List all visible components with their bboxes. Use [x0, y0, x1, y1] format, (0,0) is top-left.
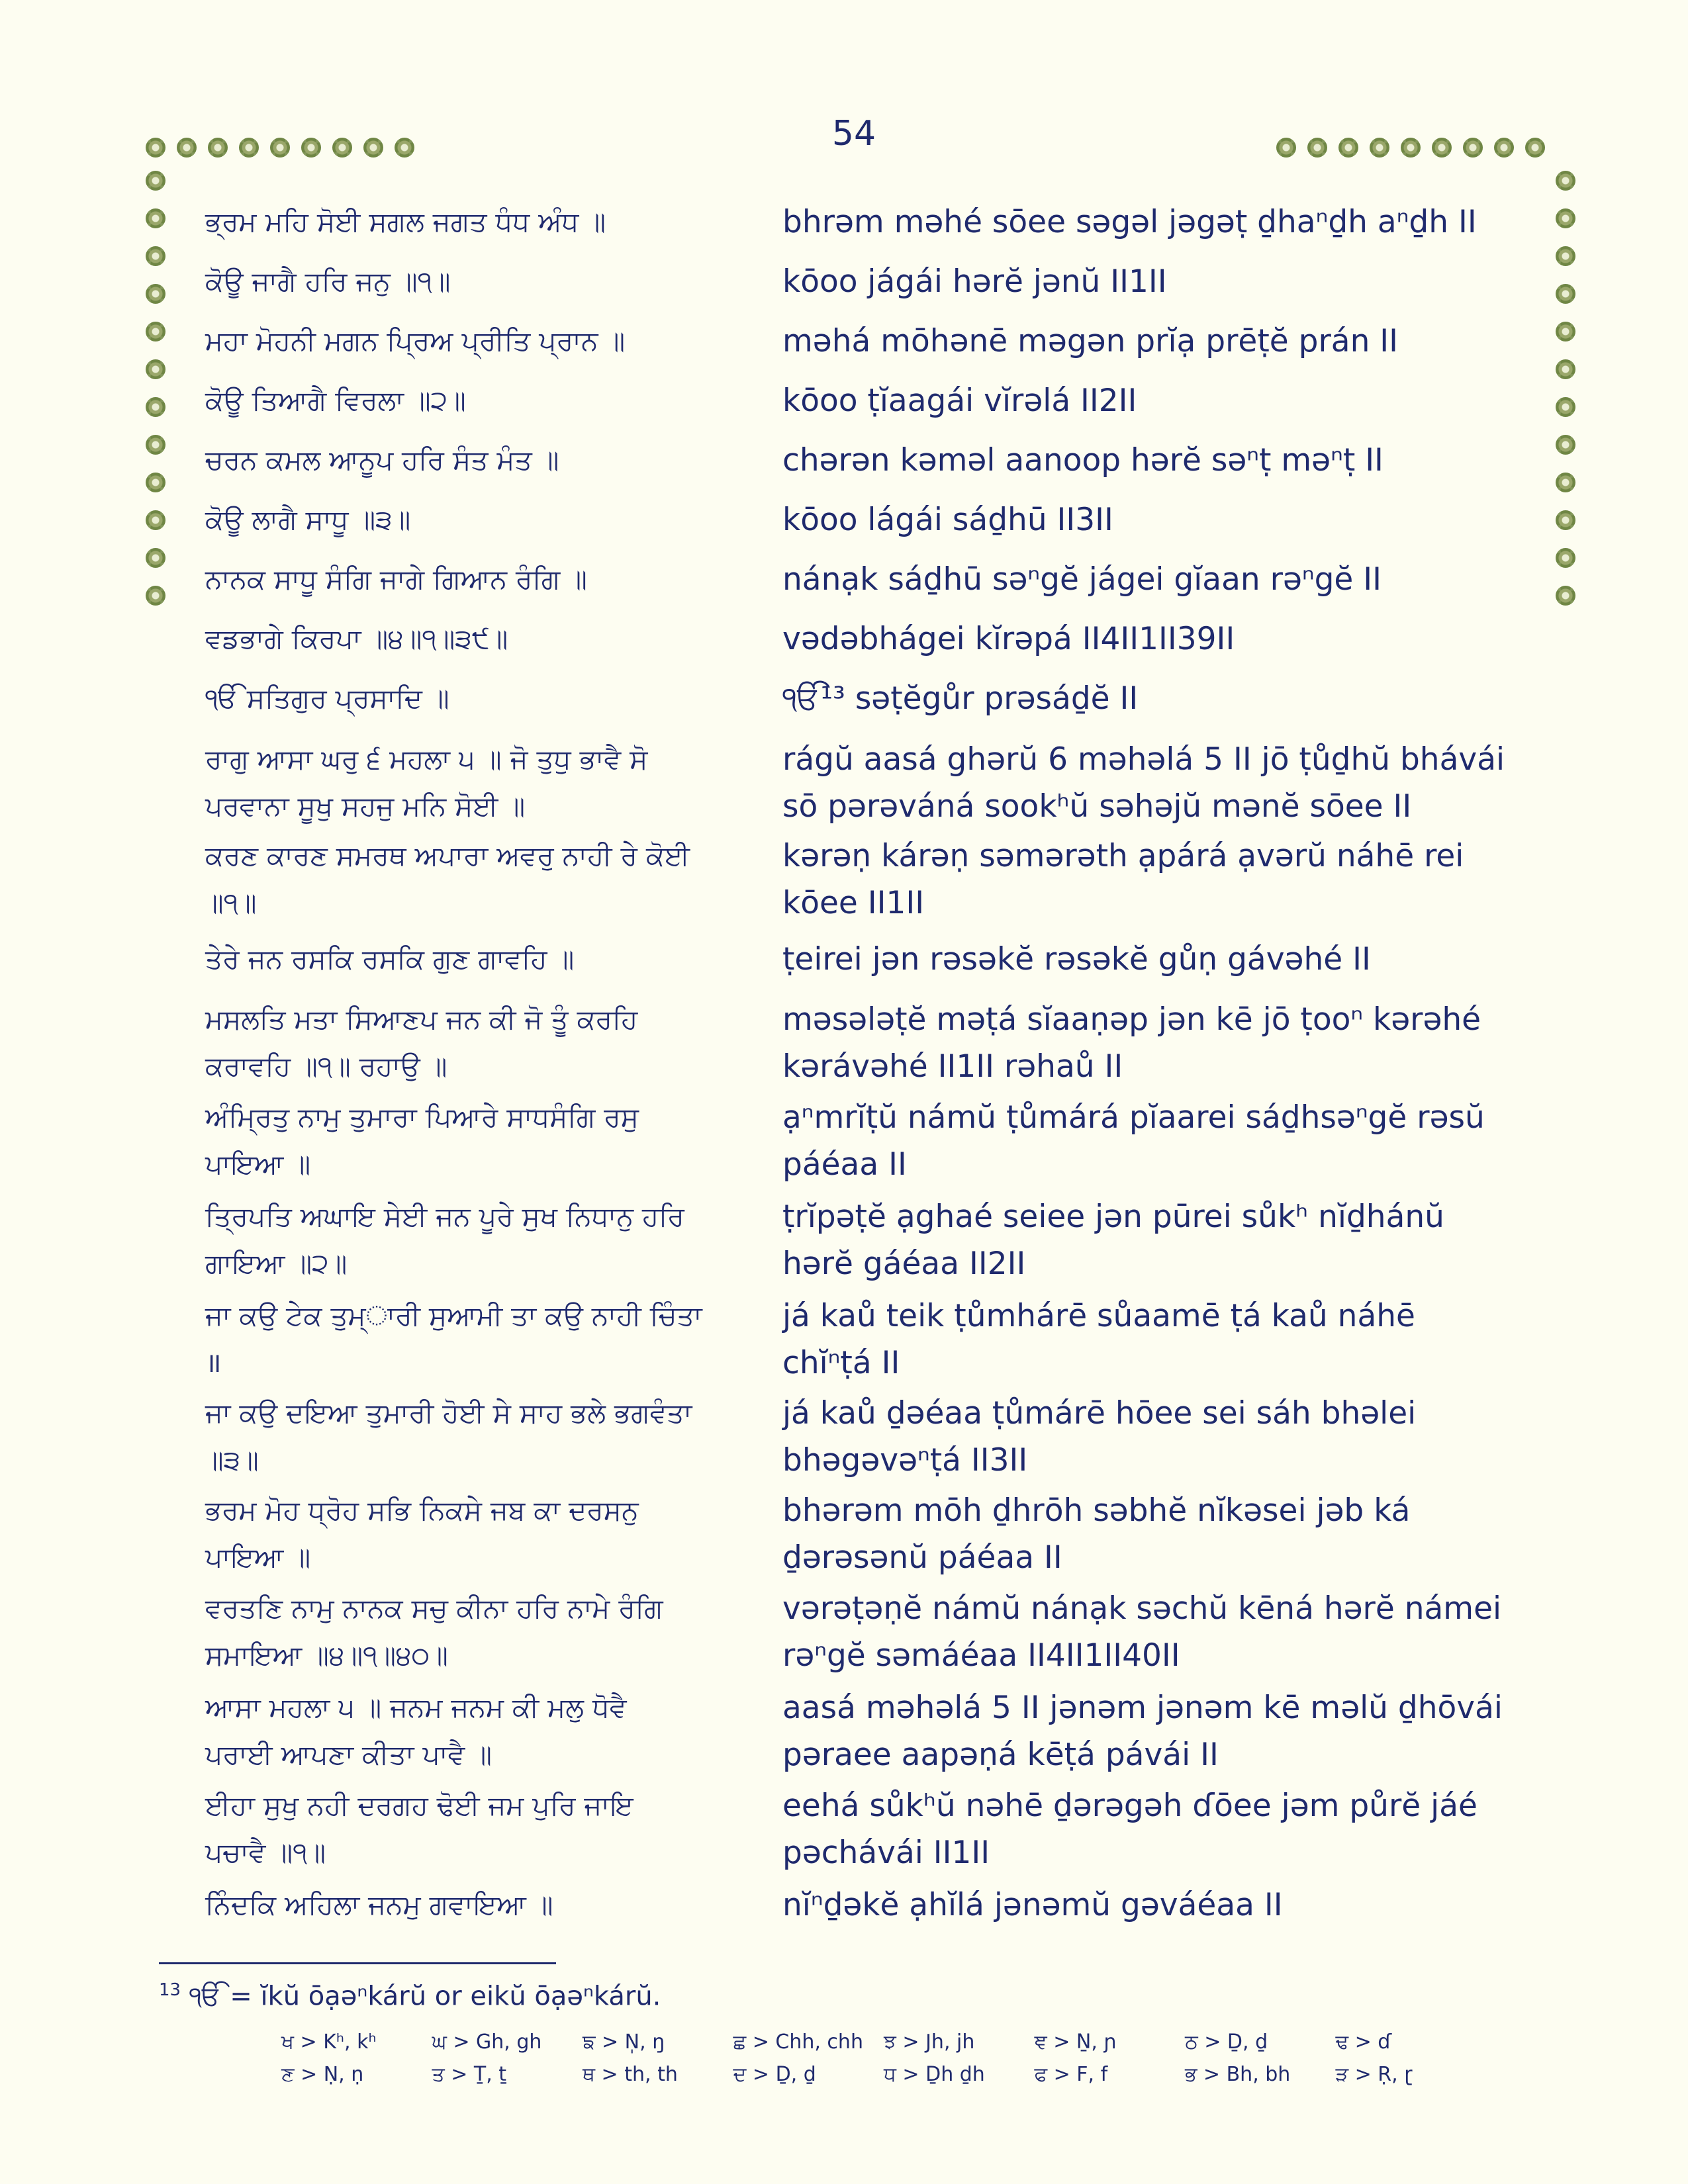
key-entry: ਠ > Ḏ, ḏ [1185, 2030, 1268, 2054]
footnote-number: 13 [159, 1980, 181, 2000]
flower-icon [1556, 359, 1575, 379]
flower-icon [1307, 138, 1327, 158]
flower-icon [177, 138, 197, 158]
gurmukhi-line: ਰਾਗੁ ਆਸਾ ਘਰੁ ੬ ਮਹਲਾ ੫ ॥ ਜੋ ਤੁਧੁ ਭਾਵੈ ਸੋ ਪਰਵਾਨਾ ਸੂਖੁ ਸਹਜੁ ਮਨਿ ਸੋਈ ॥ [205, 743, 648, 822]
key-entry: ਧ > Ḏh ḏh [884, 2063, 985, 2086]
transliteration-line: ṭeirei jən rəsəkĕ rəsəkĕ gůṇ gávəhé II [782, 941, 1371, 978]
gurmukhi-line: ਚਰਨ ਕਮਲ ਆਨੂਪ ਹਰਿ ਸੰਤ ਮੰਤ ॥ [205, 444, 559, 476]
gurmukhi-line: ਕਰਣ ਕਾਰਣ ਸਮਰਥ ਅਪਾਰਾ ਅਵਰੁ ਨਾਹੀ ਰੇ ਕੋਈ ॥੧॥ [205, 840, 690, 919]
key-entry: ਫ > F, f [1034, 2063, 1108, 2086]
flower-icon [332, 138, 352, 158]
flower-icon [395, 138, 414, 158]
right-ornament-border [1556, 171, 1575, 606]
flower-icon [1370, 138, 1389, 158]
gurmukhi-line: ਜਾ ਕਉ ਦਇਆ ਤੁਮਾਰੀ ਹੋਈ ਸੇ ਸਾਹ ਭਲੇ ਭਗਵੰਤਾ ॥੩॥ [205, 1397, 692, 1476]
transliteration-line: kōoo ṭĭaagái vĭrəlá II2II [782, 383, 1137, 419]
gurmukhi-line: ਕੋਊ ਲਾਗੈ ਸਾਧੂ ॥੩॥ [205, 504, 411, 535]
gurmukhi-line: ਮਸਲਤਿ ਮਤਾ ਸਿਆਣਪ ਜਨ ਕੀ ਜੋ ਤੂੰ ਕਰਹਿ ਕਰਾਵਹਿ ॥੧॥ ਰਹਾਉ ॥ [205, 1003, 638, 1082]
flower-icon [1556, 548, 1575, 568]
flower-icon [1556, 473, 1575, 492]
transliteration-line: rágŭ aasá ghərŭ 6 məhəlá 5 II jō ṭůḏhŭ bhávái sō pərəváná sookʰŭ səhəjŭ mənĕ sōee II [782, 741, 1505, 825]
key-entry: ਦ > Ḏ, ḏ [733, 2063, 816, 2086]
left-ornament-border [146, 171, 165, 606]
flower-icon [1338, 138, 1358, 158]
transliteration-line: nĭⁿḏəkĕ ạhĭlá jənəmŭ gəváéaa II [782, 1887, 1283, 1923]
gurmukhi-line: ਨਾਨਕ ਸਾਧੂ ਸੰਗਿ ਜਾਗੇ ਗਿਆਨ ਰੰਗਿ ॥ [205, 563, 587, 595]
key-entry: ਘ > Gh, gh [432, 2030, 542, 2054]
flower-icon [1556, 435, 1575, 455]
gurmukhi-line: ਆਸਾ ਮਹਲਾ ੫ ॥ ਜਨਮ ਜਨਮ ਕੀ ਮਲੁ ਧੋਵੈ ਪਰਾਈ ਆਪਣਾ ਕੀਤਾ ਪਾਵੈ ॥ [205, 1692, 627, 1770]
gurmukhi-line: ਮਹਾ ਮੋਹਨੀ ਮਗਨ ਪ੍ਰਿਅ ਪ੍ਰੀਤਿ ਪ੍ਰਾਨ ॥ [205, 325, 626, 357]
flower-icon [146, 208, 165, 228]
flower-icon [146, 284, 165, 304]
key-entry: ਢ > ɗ [1335, 2030, 1392, 2054]
transliteration-line: chərən kəməl aanoop hərĕ səⁿṭ məⁿṭ II [782, 442, 1383, 478]
transliteration-line: bhərəm mōh ḏhrōh səbhĕ nĭkəsei jəb ká ḏərəsənŭ páéaa II [782, 1492, 1411, 1576]
gurmukhi-line: ਵਡਭਾਗੇ ਕਿਰਪਾ ॥੪॥੧॥੩੯॥ [205, 623, 508, 655]
flower-icon [1401, 138, 1421, 158]
key-entry: ਣ > Ṇ, ṇ [281, 2063, 364, 2086]
flower-icon [1556, 397, 1575, 417]
flower-icon [270, 138, 290, 158]
top-right-ornament-border [1276, 138, 1545, 164]
flower-icon [146, 586, 165, 606]
flower-icon [146, 473, 165, 492]
flower-icon [146, 435, 165, 455]
footnote-divider [159, 1962, 556, 1964]
key-entry: ਙ > N̩, ŋ [583, 2030, 665, 2054]
flower-icon [146, 359, 165, 379]
gurmukhi-line: ੴ ਸਤਿਗੁਰ ਪ੍ਰਸਾਦਿ ॥ [205, 682, 449, 714]
transliteration-line: ṭrĭpəṭĕ ạghaé seiee jən pūrei sůkʰ nĭḏhánŭ hərĕ gáéaa II2II [782, 1199, 1444, 1282]
footnote [159, 1980, 1549, 2011]
flower-icon [1494, 138, 1514, 158]
key-entry: ਖ > Kʰ, kʰ [281, 2030, 377, 2054]
key-entry: ਤ > Ṯ, ṯ [432, 2063, 507, 2086]
gurmukhi-line: ਭ੍ਰਮ ਮਹਿ ਸੋਈ ਸਗਲ ਜਗਤ ਧੰਧ ਅੰਧ ॥ [205, 206, 606, 238]
flower-icon [1556, 510, 1575, 530]
footnote-text: ੴ = ĭkŭ ōạəⁿkárŭ or eikŭ ōạəⁿkárŭ. [189, 1981, 661, 2012]
flower-icon [1525, 138, 1545, 158]
transliteration-line: ạⁿmrĭṭŭ námŭ ṭůmárá pĭaarei sáḏhsəⁿgĕ rəsŭ páéaa II [782, 1099, 1485, 1183]
transliteration-line: nánạk sáḏhū səⁿgĕ jágei gĭaan rəⁿgĕ II [782, 561, 1382, 598]
flower-icon [1556, 322, 1575, 341]
key-entry: ਥ > th, th [583, 2063, 678, 2086]
transliteration-line: bhrəm məhé sōee səgəl jəgəṭ ḏhaⁿḏh aⁿḏh II [782, 204, 1477, 240]
gurmukhi-line: ਭਰਮ ਮੋਹ ਧ੍ਰੋਹ ਸਭਿ ਨਿਕਸੇ ਜਬ ਕਾ ਦਰਸਨੁ ਪਾਇਆ ॥ [205, 1494, 639, 1573]
flower-icon [1556, 171, 1575, 191]
gurmukhi-line: ਜਾ ਕਉ ਟੇਕ ਤੁਮ੍ਾਰੀ ਸੁਆਮੀ ਤਾ ਕਉ ਨਾਹੀ ਚਿੰਤਾ ॥ [205, 1300, 702, 1379]
flower-icon [301, 138, 321, 158]
flower-icon [239, 138, 259, 158]
key-entry: ੜ > Ṛ, ɽ [1335, 2063, 1413, 2086]
transliteration-line: vədəbhágei kĭrəpá II4II1II39II [782, 621, 1235, 657]
transliteration-line: məsələṭĕ məṭá sĭaaṇəp jən kē jō ṭooⁿ kərəhé kərávəhé II1II rəhaů II [782, 1001, 1481, 1085]
transliteration-line: ੴ¹³ səṭĕgůr prəsáḏĕ II [782, 680, 1139, 717]
transliteration-line: já kaů ḏəéaa ṭůmárē hōee sei sáh bhəlei bhəgəvəⁿṭá II3II [782, 1395, 1417, 1479]
gurmukhi-line: ਵਰਤਣਿ ਨਾਮੁ ਨਾਨਕ ਸਚੁ ਕੀਨਾ ਹਰਿ ਨਾਮੇ ਰੰਗਿ ਸਮਾਇਆ ॥੪॥੧॥੪੦॥ [205, 1592, 663, 1671]
transliteration-line: já kaů teik ṭůmhárē sůaamē ṭá kaů náhē chĭⁿṭá II [782, 1298, 1415, 1381]
flower-icon [146, 322, 165, 341]
flower-icon [1432, 138, 1452, 158]
gurmukhi-line: ਤੇਰੇ ਜਨ ਰਸਕਿ ਰਸਕਿ ਗੁਣ ਗਾਵਹਿ ॥ [205, 943, 575, 975]
flower-icon [146, 246, 165, 266]
gurmukhi-line: ਕੋਊ ਜਾਗੈ ਹਰਿ ਜਨੁ ॥੧॥ [205, 265, 451, 297]
transliteration-line: eehá sůkʰŭ nəhē ḏərəgəh ɗōee jəm půrĕ jáé pəchávái II1II [782, 1788, 1477, 1871]
gurmukhi-line: ਨਿੰਦਕਿ ਅਹਿਲਾ ਜਨਮੁ ਗਵਾਇਆ ॥ [205, 1889, 553, 1921]
flower-icon [1556, 284, 1575, 304]
flower-icon [1556, 246, 1575, 266]
transliteration-line: kōoo jágái hərĕ jənŭ II1II [782, 263, 1167, 300]
page-number: 54 [831, 114, 876, 154]
flower-icon [1556, 586, 1575, 606]
transliteration-key [281, 2030, 1486, 2086]
key-entry: ਭ > Bh, bh [1185, 2063, 1291, 2086]
key-entry: ਞ > Ṉ, ɲ [1034, 2030, 1117, 2054]
gurmukhi-line: ਤ੍ਰਿਪਤਿ ਅਘਾਇ ਸੇਈ ਜਨ ਪੂਰੇ ਸੁਖ ਨਿਧਾਨੁ ਹਰਿ ਗਾਇਆ ॥੨॥ [205, 1201, 684, 1279]
flower-icon [146, 171, 165, 191]
flower-icon [363, 138, 383, 158]
transliteration-line: məhá mōhənē məgən prĭạ prēṭĕ prán II [782, 323, 1399, 359]
flower-icon [1463, 138, 1483, 158]
transliteration-line: aasá məhəlá 5 II jənəm jənəm kē məlŭ ḏhōvái pəraee aapəṇá kēṭá pávái II [782, 1690, 1503, 1773]
flower-icon [146, 510, 165, 530]
flower-icon [146, 548, 165, 568]
gurmukhi-line: ਅੰਮ੍ਰਿਤੁ ਨਾਮੁ ਤੁਮਾਰਾ ਪਿਆਰੇ ਸਾਧਸੰਗਿ ਰਸੁ ਪਾਇਆ ॥ [205, 1101, 639, 1180]
transliteration-line: kərəṇ kárəṇ səmərəth ạpárá ạvərŭ náhē rei kōee II1II [782, 838, 1464, 921]
transliteration-line: vərəṭəṇĕ námŭ nánạk səchŭ kēná hərĕ námei rəⁿgĕ səmáéaa II4II1II40II [782, 1590, 1502, 1674]
flower-icon [1556, 208, 1575, 228]
flower-icon [146, 138, 165, 158]
gurmukhi-line: ਕੋਊ ਤਿਆਗੈ ਵਿਰਲਾ ॥੨॥ [205, 385, 466, 416]
flower-icon [208, 138, 228, 158]
flower-icon [146, 397, 165, 417]
transliteration-line: kōoo lágái sáḏhū II3II [782, 502, 1113, 538]
key-entry: ਛ > Chh, chh [733, 2030, 863, 2054]
flower-icon [1276, 138, 1296, 158]
gurmukhi-line: ਈਹਾ ਸੁਖੁ ਨਹੀ ਦਰਗਹ ਢੋਈ ਜਮ ਪੁਰਿ ਜਾਇ ਪਚਾਵੈ ॥੧॥ [205, 1790, 633, 1868]
key-entry: ਝ > Jh, jh [884, 2030, 975, 2054]
top-left-ornament-border [146, 138, 414, 164]
